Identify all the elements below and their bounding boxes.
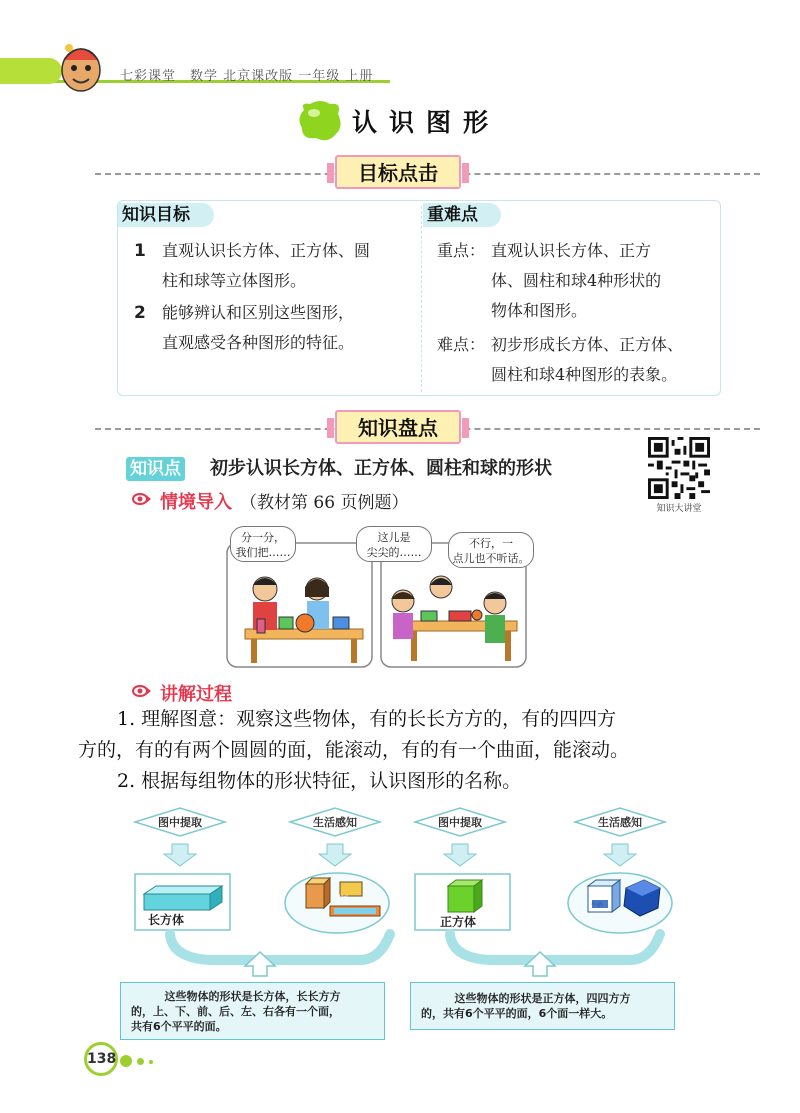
header-accent	[0, 58, 62, 84]
note-cube: 这些物体的形状是正方体，四四方方 的，共有6个平平的面，6个面一样大。	[410, 982, 675, 1030]
title-blob-icon	[298, 100, 342, 142]
qr-caption: 知识大讲堂	[656, 504, 702, 514]
page-number: 138	[84, 1042, 118, 1076]
speech-bubble: 不行，一 点儿也不听话。	[448, 532, 534, 568]
note-cuboid: 这些物体的形状是长方体，长长方方 的，上、下、前、后、左、右各有一个面， 共有6个平平的面。	[120, 982, 385, 1040]
page-dot	[137, 1058, 144, 1065]
page-dot	[120, 1055, 132, 1067]
situation-ref: （教材第 66 页例题）	[240, 493, 409, 513]
goal-line: 能够辨认和区别这些图形，	[162, 303, 355, 322]
cube-label: 正方体	[440, 915, 477, 929]
eye-bullet-icon	[132, 684, 152, 698]
page-title: 认识图形	[352, 108, 501, 137]
goal-line: 柱和球等立体图形。	[162, 271, 307, 290]
explain-label: 讲解过程	[160, 684, 232, 705]
explain-paragraph: 2. 根据每组物体的形状特征，认识图形的名称。	[117, 770, 522, 792]
tag-key-points: 重难点	[423, 203, 501, 227]
life-label: 生活感知	[313, 816, 357, 829]
goal-line: 直观认识长方体、正方体、圆	[162, 241, 371, 260]
goals-divider	[421, 206, 422, 392]
extract-label: 图中提取	[438, 816, 482, 829]
mascot-icon	[56, 36, 106, 96]
tag-knowledge-goal: 知识目标	[118, 203, 214, 227]
key-line: 物体和图形。	[491, 301, 588, 320]
section-knowledge: 知识盘点	[335, 410, 461, 444]
header-text: 七彩课堂 数学 北京课改版 一年级 上册	[120, 69, 374, 84]
situation-label: 情境导入	[160, 492, 232, 513]
eye-bullet-icon	[132, 492, 152, 506]
speech-bubble: 分一分， 我们把……	[230, 526, 296, 562]
goal-number: 2	[134, 303, 146, 323]
hard-line: 初步形成长方体、正方体、	[491, 335, 684, 354]
life-label: 生活感知	[598, 816, 642, 829]
key-line: 直观认识长方体、正方	[491, 241, 652, 260]
hard-line: 圆柱和球4种图形的表象。	[491, 365, 678, 384]
box-print-text: 牛奶	[591, 902, 604, 909]
knowledge-heading: 初步认识长方体、正方体、圆柱和球的形状	[210, 458, 552, 479]
box-print-text: 梨园	[336, 895, 349, 902]
qr-code-icon[interactable]	[648, 437, 710, 499]
hard-label: 难点：	[437, 335, 486, 354]
section-goals: 目标点击	[335, 155, 461, 189]
goal-line: 直观感受各种图形的特征。	[162, 333, 355, 352]
page-dot	[149, 1060, 153, 1064]
explain-paragraph: 方的，有的有两个圆圆的面，能滚动，有的有一个曲面，能滚动。	[78, 739, 630, 761]
goal-number: 1	[134, 241, 146, 261]
key-label: 重点：	[437, 241, 486, 260]
speech-bubble: 这儿是 尖尖的……	[356, 526, 432, 562]
knowledge-point-tag: 知识点	[126, 457, 185, 481]
explain-paragraph: 1. 理解图意：观察这些物体，有的长长方方的，有的四四方	[117, 708, 617, 730]
extract-label: 图中提取	[158, 816, 202, 829]
cuboid-label: 长方体	[148, 913, 185, 927]
key-line: 体、圆柱和球4种形状的	[491, 271, 662, 290]
